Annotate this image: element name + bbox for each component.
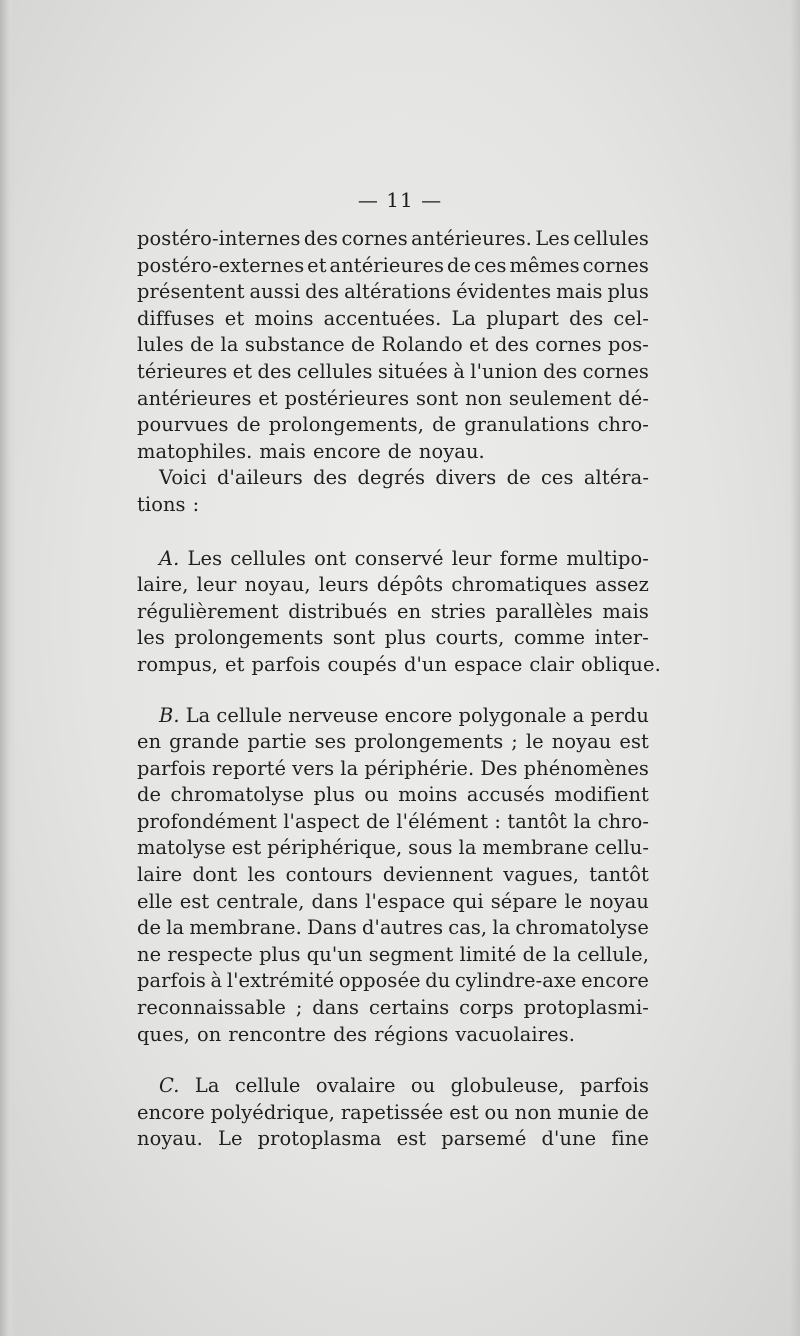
word: cel- xyxy=(613,306,649,330)
word: l'élément xyxy=(396,809,489,833)
text-line xyxy=(137,809,649,836)
word: contours xyxy=(285,863,373,887)
word: ; xyxy=(295,996,303,1020)
word: Des xyxy=(480,756,518,780)
text-line xyxy=(137,412,649,439)
paragraph-a xyxy=(137,546,661,679)
word: La xyxy=(451,306,477,330)
word: tantôt xyxy=(507,809,568,833)
word: coupés xyxy=(327,652,397,676)
text-line xyxy=(137,1022,649,1049)
text-line xyxy=(137,1100,649,1127)
word: cornes xyxy=(341,227,408,250)
word: en xyxy=(397,599,422,623)
word: reporté xyxy=(212,756,287,780)
word: vers xyxy=(292,756,335,780)
word: chro- xyxy=(597,413,649,437)
word: elle xyxy=(137,889,173,913)
word: de xyxy=(137,783,162,807)
word: d'un xyxy=(403,652,448,676)
text-line xyxy=(137,968,649,995)
word: accentuées. xyxy=(323,306,442,330)
word: est xyxy=(231,836,262,860)
word: stries xyxy=(430,599,486,623)
word: est xyxy=(396,1127,427,1151)
text-line xyxy=(137,253,649,280)
word: la xyxy=(552,942,571,966)
word: des xyxy=(569,306,604,330)
word: la xyxy=(166,916,185,940)
word: les xyxy=(247,863,276,887)
text-line xyxy=(137,465,649,492)
word: membrane xyxy=(482,836,589,860)
word: mais xyxy=(602,599,649,623)
word: mais xyxy=(556,280,603,304)
word: à xyxy=(453,359,465,383)
word: de xyxy=(624,1100,649,1124)
word: : xyxy=(192,492,200,516)
word: ques, xyxy=(137,1022,190,1046)
word: dé- xyxy=(618,386,649,410)
word: cellules xyxy=(230,546,306,570)
word: des xyxy=(543,359,578,383)
word: dans xyxy=(311,889,359,913)
text-line xyxy=(137,729,649,756)
text-line xyxy=(137,439,649,466)
word: plus xyxy=(313,783,355,807)
text-line xyxy=(137,546,649,573)
word: de xyxy=(432,413,457,437)
word: laire, xyxy=(137,573,189,597)
word: globuleuse, xyxy=(450,1074,565,1098)
word: est xyxy=(179,889,210,913)
word: laire xyxy=(137,863,183,887)
word: rompus, xyxy=(137,652,219,676)
word: de xyxy=(365,809,391,833)
word: plus xyxy=(259,942,301,966)
text-line xyxy=(137,492,649,519)
word: térieures xyxy=(137,359,228,383)
word: qui xyxy=(452,889,484,913)
word: cornes xyxy=(582,359,649,383)
text-line xyxy=(137,995,649,1022)
word: des xyxy=(303,227,339,250)
word: ces xyxy=(540,466,574,490)
word: la xyxy=(458,836,477,860)
word: noyau xyxy=(589,889,649,913)
word: altéra- xyxy=(583,466,649,490)
word: matolyse xyxy=(137,836,226,860)
paragraph-intro xyxy=(137,226,649,465)
word: la xyxy=(220,333,239,357)
paragraph-degrees xyxy=(137,465,649,518)
text-line xyxy=(137,889,649,916)
word: partie xyxy=(247,730,307,754)
word: aussi xyxy=(249,280,301,304)
text-line xyxy=(137,703,649,730)
word: est xyxy=(449,1100,479,1124)
word: cellule, xyxy=(577,942,649,966)
word: distribués xyxy=(288,599,388,623)
word: périphérie. xyxy=(364,756,475,780)
word: prolongements, xyxy=(268,413,425,437)
word: polygonale xyxy=(458,703,567,727)
word: qu'un xyxy=(306,942,363,966)
text-line xyxy=(137,652,661,679)
word: périphérique, xyxy=(267,836,403,860)
word: ou xyxy=(484,1100,509,1124)
word: perdu xyxy=(590,703,649,727)
word: des xyxy=(305,280,340,304)
word: leurs xyxy=(318,573,369,597)
word: de xyxy=(236,413,261,437)
word: encore xyxy=(581,969,649,993)
word: lules xyxy=(137,333,184,357)
word: de xyxy=(137,916,162,940)
word: pourvues xyxy=(137,413,229,437)
section-label: C. xyxy=(159,1074,180,1098)
word: grande xyxy=(169,730,240,754)
text-line xyxy=(137,332,649,359)
word: cellu- xyxy=(594,836,649,860)
text-line xyxy=(137,862,649,889)
word: prolongements xyxy=(354,730,504,754)
word: situées xyxy=(377,359,448,383)
word: certains xyxy=(368,996,450,1020)
word: dans xyxy=(312,996,360,1020)
word: ; xyxy=(511,730,518,754)
word: d'une xyxy=(541,1127,597,1151)
word: le xyxy=(525,730,544,754)
word: les xyxy=(137,626,165,650)
word: du xyxy=(425,969,451,993)
paragraph-gap xyxy=(137,519,649,546)
word: : xyxy=(494,809,502,833)
text-line xyxy=(137,835,649,862)
word: nerveuse xyxy=(288,703,379,727)
word: des xyxy=(313,466,348,490)
text-line xyxy=(137,599,649,626)
text-line xyxy=(137,572,649,599)
word: assez xyxy=(595,573,649,597)
word: centrale, xyxy=(216,889,305,913)
word: deviennent xyxy=(382,863,494,887)
word: évidentes xyxy=(456,280,552,304)
word: et xyxy=(225,652,245,676)
word: la xyxy=(573,809,592,833)
word: noyau, xyxy=(244,573,311,597)
word: on xyxy=(197,1022,222,1046)
word: polyédrique, xyxy=(210,1100,335,1124)
word: et xyxy=(469,333,489,357)
text-line xyxy=(137,1126,649,1153)
word: Les xyxy=(535,227,570,250)
word: postérieures xyxy=(284,386,410,410)
word: protoplasmi- xyxy=(523,996,649,1020)
word: La xyxy=(185,703,211,727)
page-number: — 11 — xyxy=(357,188,443,212)
word: prolongements xyxy=(174,626,324,650)
word: non xyxy=(465,386,503,410)
word: tantôt xyxy=(589,863,649,887)
word: et xyxy=(224,306,245,330)
word: cellules xyxy=(573,227,649,250)
text-line xyxy=(137,1073,649,1100)
word: et xyxy=(307,253,327,277)
word: régions xyxy=(374,1022,449,1046)
body-text xyxy=(137,226,661,1153)
word: à xyxy=(210,969,223,993)
word: dont xyxy=(192,863,238,887)
word: Les xyxy=(187,546,223,570)
word: sont xyxy=(332,626,376,650)
word: matophiles. xyxy=(137,439,253,463)
word: substance xyxy=(244,333,345,357)
word: ou xyxy=(410,1074,436,1098)
word: Voici xyxy=(159,466,207,490)
word: parfois xyxy=(580,1074,649,1098)
word: tions xyxy=(137,492,186,516)
word: opposée xyxy=(338,969,421,993)
word: la xyxy=(492,916,511,940)
word: régulièrement xyxy=(137,599,279,623)
word: postéro-internes xyxy=(137,227,301,250)
word: Rolando xyxy=(381,333,463,357)
word: segment xyxy=(368,942,454,966)
word: protoplasma xyxy=(257,1127,382,1151)
word: l'extrémité xyxy=(226,969,335,993)
word: parallèles xyxy=(495,599,593,623)
word: de xyxy=(351,333,376,357)
text-line xyxy=(137,782,649,809)
section-label: B. xyxy=(159,703,180,727)
word: l'union xyxy=(470,359,538,383)
word: d'autres xyxy=(362,916,444,940)
text-line xyxy=(137,306,649,333)
word: divers xyxy=(435,466,497,490)
word: multipo- xyxy=(566,546,649,570)
word: altérations xyxy=(344,280,452,304)
word: respecte xyxy=(167,942,253,966)
word: cornes xyxy=(582,253,649,277)
word: de xyxy=(447,253,472,277)
section-label: A. xyxy=(159,546,180,570)
word: antérieures xyxy=(137,386,252,410)
word: ses xyxy=(314,730,347,754)
word: et xyxy=(232,359,253,383)
word: parsemé xyxy=(441,1127,527,1151)
word: de xyxy=(522,942,547,966)
word: ont xyxy=(314,546,347,570)
word: mêmes xyxy=(509,253,580,277)
word: des xyxy=(333,1022,368,1046)
word: plupart xyxy=(486,306,560,330)
word: noyau. xyxy=(418,439,485,463)
word: sont xyxy=(416,386,459,410)
paragraph-gap xyxy=(137,679,649,703)
word: ne xyxy=(137,942,162,966)
word: noyau. xyxy=(137,1127,203,1151)
text-line xyxy=(137,942,649,969)
word: forme xyxy=(499,546,559,570)
word: des xyxy=(257,359,292,383)
text-line xyxy=(137,915,649,942)
word: profondément xyxy=(137,809,277,833)
word: cas, xyxy=(448,916,488,940)
word: de xyxy=(506,466,531,490)
paragraph-b xyxy=(137,703,649,1049)
word: cellules xyxy=(296,359,373,383)
word: l'espace xyxy=(365,889,446,913)
word: vagues, xyxy=(503,863,580,887)
word: a xyxy=(572,703,585,727)
word: diffuses xyxy=(137,306,215,330)
word: leur xyxy=(451,546,492,570)
word: dépôts xyxy=(376,573,444,597)
word: parfois xyxy=(137,756,206,780)
word: mais xyxy=(259,439,306,463)
word: vacuolaires. xyxy=(455,1022,575,1046)
word: de xyxy=(190,333,215,357)
word: clair xyxy=(529,652,574,676)
word: accusés xyxy=(466,783,545,807)
word: en xyxy=(137,730,162,754)
word: non xyxy=(514,1100,552,1124)
word: phénomènes xyxy=(523,756,649,780)
word: antérieures. xyxy=(411,227,532,250)
word: rencontre xyxy=(228,1022,327,1046)
word: comme xyxy=(513,626,586,650)
text-line xyxy=(137,279,649,306)
word: courts, xyxy=(435,626,505,650)
word: chro- xyxy=(597,809,649,833)
word: noyau xyxy=(551,730,612,754)
word: parfois xyxy=(137,969,206,993)
word: leur xyxy=(196,573,237,597)
text-line xyxy=(137,625,649,652)
word: cellule xyxy=(216,703,283,727)
word: chromatiques xyxy=(451,573,588,597)
word: des xyxy=(494,333,529,357)
word: pos- xyxy=(607,333,649,357)
text-line xyxy=(137,756,649,783)
word: La xyxy=(194,1074,220,1098)
word: ovalaire xyxy=(315,1074,396,1098)
word: le xyxy=(564,889,583,913)
word: encore xyxy=(384,703,453,727)
word: rapetissée xyxy=(340,1100,444,1124)
word: encore xyxy=(137,1100,205,1124)
text-line xyxy=(137,226,649,253)
word: et xyxy=(258,386,278,410)
word: moins xyxy=(398,783,458,807)
word: postéro-externes xyxy=(137,253,305,277)
word: granulations xyxy=(464,413,590,437)
word: présentent xyxy=(137,280,245,304)
word: la xyxy=(340,756,359,780)
word: Le xyxy=(217,1127,243,1151)
word: encore xyxy=(312,439,381,463)
word: parfois xyxy=(251,652,321,676)
word: Dans xyxy=(306,916,357,940)
word: corps xyxy=(459,996,514,1020)
paragraph-gap xyxy=(137,1048,649,1073)
word: munie xyxy=(557,1100,620,1124)
word: limité xyxy=(459,942,517,966)
text-line xyxy=(137,359,649,386)
word: inter- xyxy=(594,626,649,650)
paragraph-c xyxy=(137,1073,649,1153)
word: cellule xyxy=(234,1074,301,1098)
word: chromatolyse xyxy=(170,783,305,807)
word: ces xyxy=(474,253,507,277)
word: moins xyxy=(254,306,314,330)
word: ou xyxy=(364,783,389,807)
text-line xyxy=(137,386,649,413)
word: l'aspect xyxy=(283,809,360,833)
word: de xyxy=(387,439,412,463)
word: reconnaissable xyxy=(137,996,286,1020)
word: seulement xyxy=(508,386,612,410)
word: est xyxy=(619,730,649,754)
word: chromatolyse xyxy=(515,916,649,940)
word: sépare xyxy=(490,889,558,913)
word: espace xyxy=(454,652,523,676)
word: degrés xyxy=(357,466,426,490)
word: antérieures xyxy=(329,253,445,277)
word: plus xyxy=(384,626,427,650)
word: fine xyxy=(611,1127,649,1151)
word: conservé xyxy=(354,546,444,570)
word: cylindre-axe xyxy=(454,969,577,993)
word: plus xyxy=(607,280,649,304)
word: sous xyxy=(408,836,453,860)
word: membrane. xyxy=(189,916,302,940)
word: oblique. xyxy=(581,652,661,676)
word: d'aileurs xyxy=(216,466,303,490)
word: modifient xyxy=(554,783,649,807)
word: cornes xyxy=(535,333,602,357)
